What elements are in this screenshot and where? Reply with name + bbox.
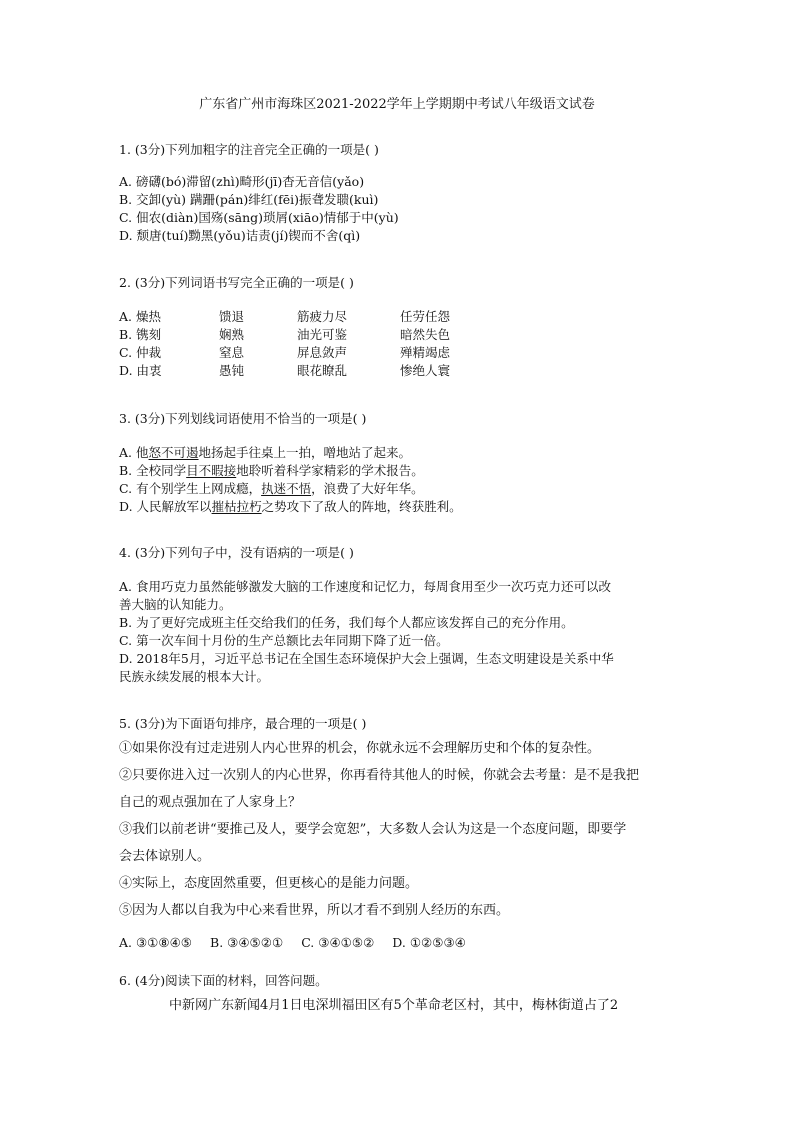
underlined-phrase: 摧枯拉朽 [211,499,262,514]
q1-option-b: B. 交卸(yù) 蹒跚(pán)绯红(fēi)振聋发聩(kuì) [119,192,379,207]
q1-option-d: D. 颓唐(tuí)黝黑(yǒu)诘责(jí)锲而不舍(qì) [119,228,361,243]
question-5-stem: 5. (3分)为下面语句排序，最合理的一项是( ) [119,716,367,731]
q2-option-c: C. 仲裁 窒息 屏息敛声 殚精竭虑 [119,345,451,360]
question-5 [119,713,689,952]
question-3-stem: 3. (3分)下列划线词语使用不恰当的一项是( ) [119,411,367,426]
q1-option-c: C. 佃农(diàn)国殇(sāng)琐屑(xiāo)情郁于中(yù) [119,210,399,225]
q5-sentence-1: ①如果你没有过走进别人内心世界的机会，你就永远不会理解历史和个体的复杂性。 [119,741,601,756]
q5-option-c: C. ③④①⑤② [301,935,375,950]
exam-title: 广东省广州市海珠区2021-2022学年上学期期中考试八年级语文试卷 [199,97,595,112]
q5-sentence-4: ④实际上，态度固然重要，但更核心的是能力问题。 [119,876,419,891]
q3-option-d: D. 人民解放军以摧枯拉朽之势攻下了敌人的阵地，终获胜利。 [119,499,462,514]
q5-sentence-3a: ③我们以前老讲“要推己及人，要学会宽恕”，大多数人会认为这是一个态度问题，即要学 [119,822,627,837]
q4-option-d-line2: 民族永续发展的根本大计。 [119,669,270,684]
q3-option-b: B. 全校同学目不暇接地聆听着科学家精彩的学术报告。 [119,463,424,478]
question-6 [119,970,689,1019]
q2-option-d: D. 由衷 愚钝 眼花瞭乱 惨绝人寰 [119,363,451,378]
q2-option-a: A. 燥热 馈退 筋疲力尽 任劳任怨 [119,309,451,324]
question-1-stem: 1. (3分)下列加粗字的注音完全正确的一项是( ) [119,142,379,157]
q5-option-a: A. ③①⑧④⑤ [119,935,193,950]
q5-answer-options [119,934,689,952]
q5-sentence-3b: 会去体谅别人。 [119,849,211,864]
q4-option-a-line2: 善大脑的认知能力。 [119,597,232,612]
q4-option-a-line1: A. 食用巧克力虽然能够激发大脑的工作速度和记忆力，每周食用至少一次巧克力还可以改 [119,579,611,594]
q5-sentence-5: ⑤因为人都以自我为中心来看世界，所以才看不到别人经历的东西。 [119,903,510,918]
question-1 [119,139,689,245]
question-6-stem: 6. (4分)阅读下面的材料，回答问题。 [119,973,328,988]
underlined-phrase: 怒不可遏 [148,445,199,460]
q3-option-a: A. 他怒不可遏地扬起手往桌上一拍，噌地站了起来。 [119,445,412,460]
q5-option-d: D. ①②⑤③④ [392,935,466,950]
q2-option-b: B. 镌刻 娴熟 油光可鉴 暗然失色 [119,327,451,342]
question-2 [119,272,689,380]
underlined-phrase: 目不暇接 [186,463,237,478]
q5-option-b: B. ③④⑤②① [210,935,284,950]
question-4-stem: 4. (3分)下列句子中，没有语病的一项是( ) [119,545,354,560]
q4-option-d-line1: D. 2018年5月，习近平总书记在全国生态环境保护大会上强调，生态文明建设是关系中华 [119,651,614,666]
q4-option-c: C. 第一次车间十月份的生产总额比去年同期下降了近一倍。 [119,633,449,648]
q5-sentence-2b: 自己的观点强加在了人家身上？ [119,795,302,810]
q1-option-a: A. 磅礴(bó)滞留(zhì)畸形(jī)杳无音信(yǎo) [119,174,365,189]
q4-option-b: B. 为了更好完成班主任交给我们的任务，我们每个人都应该发挥自己的充分作用。 [119,615,574,630]
question-3 [119,408,689,516]
q5-sentence-2a: ②只要你进入过一次别人的内心世界，你再看待其他人的时候，你就会去考量：是不是我把 [119,768,640,783]
question-4 [119,542,689,686]
underlined-phrase: 执迷不悟 [261,481,312,496]
q3-option-c: C. 有个别学生上网成瘾，执迷不悟，浪费了大好年华。 [119,481,424,496]
question-2-stem: 2. (3分)下列词语书写完全正确的一项是( ) [119,275,354,290]
q6-material-line-1: 中新网广东新闻4月1日电深圳福田区有5个革命老区村，其中，梅林街道占了2 [169,998,619,1013]
